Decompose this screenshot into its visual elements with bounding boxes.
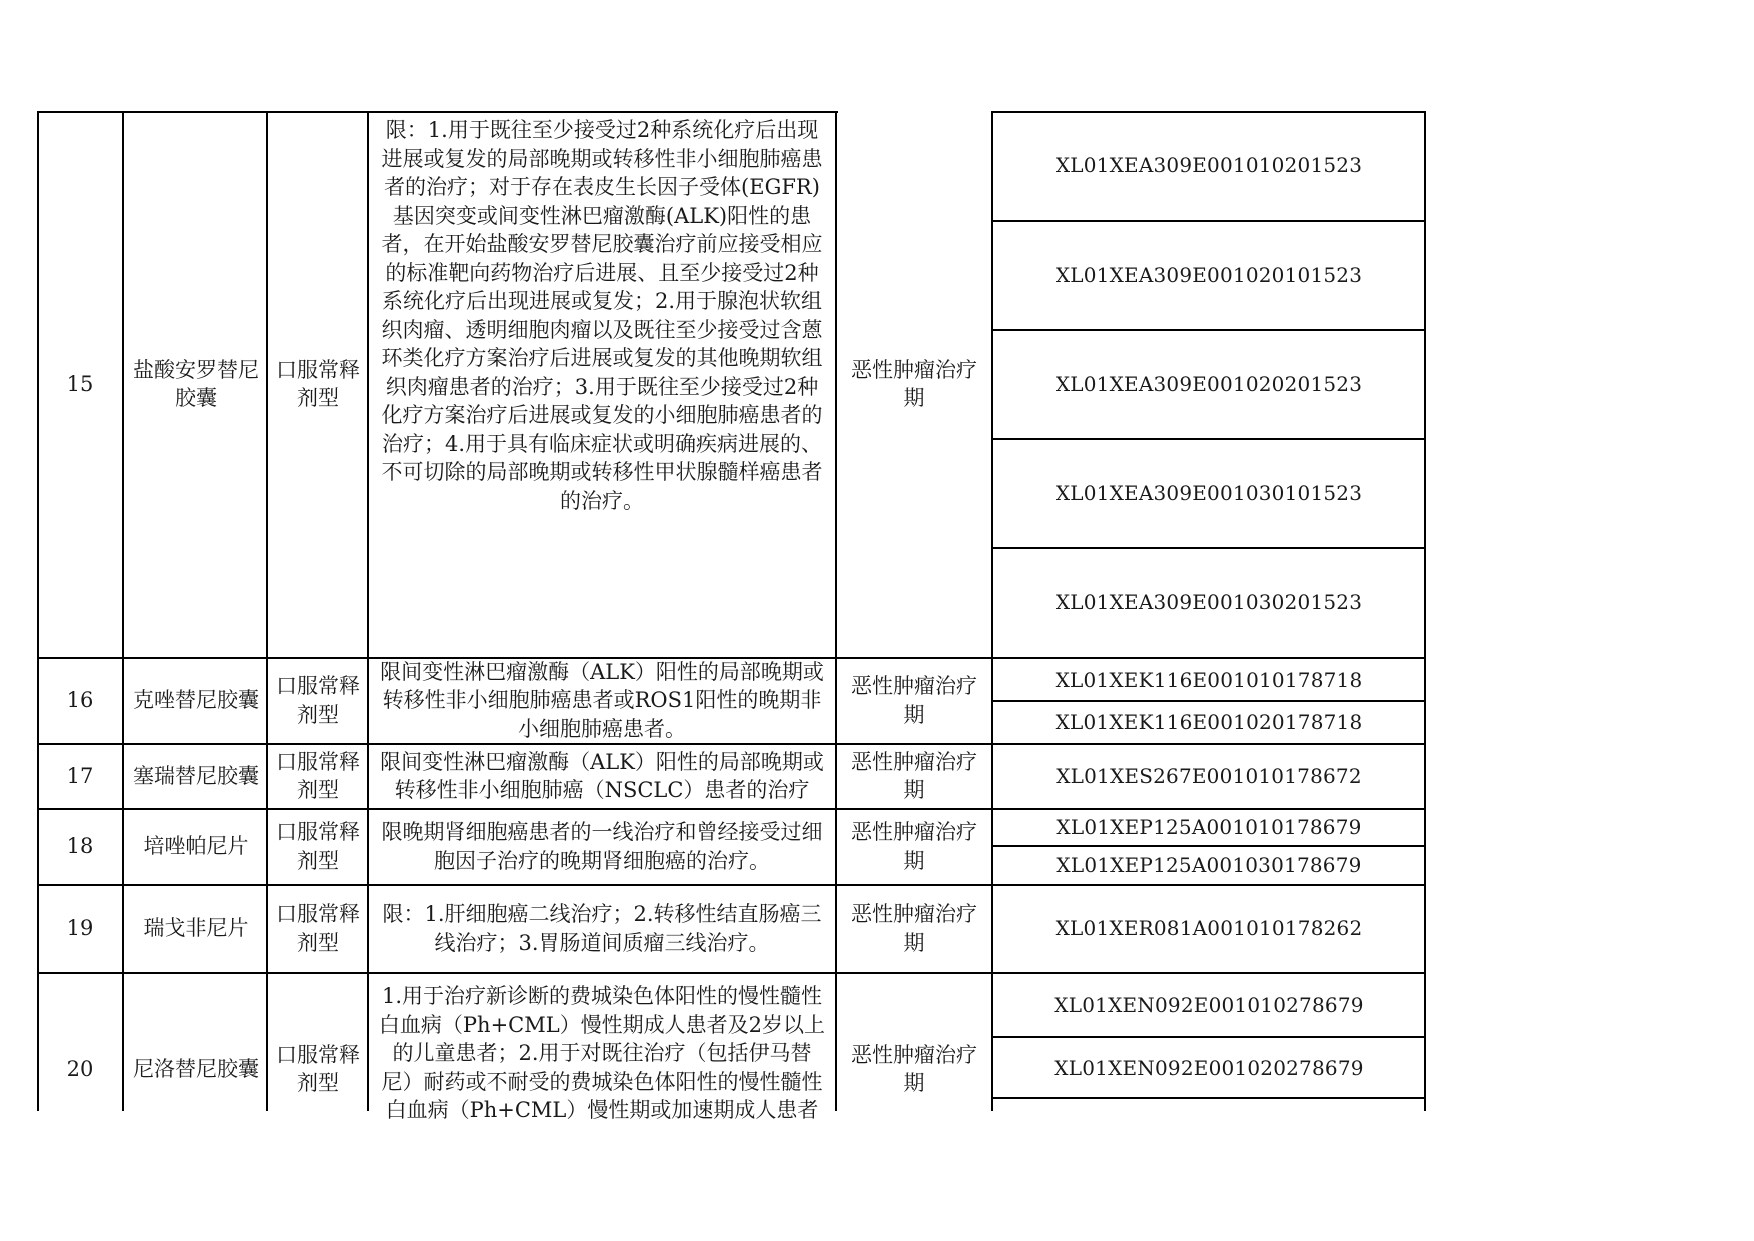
row-number: 19	[66, 916, 94, 941]
restriction-text: 限：1.用于既往至少接受过2种系统化疗后出现进展或复发的局部晚期或转移性非小细胞肺癌患者的治疗；对于存在表皮生长因子受体(EGFR)基因突变或间变性淋巴瘤激酶(ALK)阳性的患者，在开始盐酸安罗替尼胶囊治疗前应接受相应的标准靶向药物治疗后进展、且至少接受过2种系统化疗后出现进展或复发；2.用于腺泡状软组织肉瘤、透明细胞肉瘤以及既往至少接受过含蒽环类化疗方案治疗后进展或复发的其他晚期软组织肉瘤患者的治疗；3.用于既往至少接受过2种化疗方案治疗后进展或复发的小细胞肺癌患者的治疗；4.用于具有临床症状或明确疾病进展的、不可切除的局部晚期或转移性甲状腺髓样癌患者的治疗。	[381, 118, 823, 513]
grid-line	[38, 657, 1426, 659]
grid-line	[266, 111, 268, 1111]
drug-code: XL01XEA309E001020101523	[1055, 263, 1363, 288]
grid-line	[38, 743, 1426, 745]
grid-line	[37, 111, 39, 1111]
row-number: 16	[66, 688, 94, 713]
drug-name: 克唑替尼胶囊	[133, 688, 259, 713]
grid-line	[38, 111, 838, 113]
treatment-period: 恶性肿瘤治疗期	[851, 820, 977, 873]
grid-line	[38, 808, 1426, 810]
treatment-period: 恶性肿瘤治疗期	[851, 902, 977, 955]
grid-line	[1424, 111, 1426, 1111]
drug-code: XL01XER081A001010178262	[1055, 916, 1363, 941]
restriction-text: 限间变性淋巴瘤激酶（ALK）阳性的局部晚期或转移性非小细胞肺癌患者或ROS1阳性的晚期非小细胞肺癌患者。	[380, 659, 824, 741]
drug-code: XL01XEN092E001020278679	[1054, 1056, 1364, 1081]
treatment-period: 恶性肿瘤治疗期	[851, 749, 977, 802]
restriction-text: 1.用于治疗新诊断的费城染色体阳性的慢性髓性白血病（Ph+CML）慢性期成人患者及2岁以上的儿童患者；2.用于对既往治疗（包括伊马替尼）耐药或不耐受的费城染色体阳性的慢性髓性白血病（Ph+CML）慢性期或加速期成人患者	[378, 984, 826, 1122]
drug-name: 塞瑞替尼胶囊	[133, 763, 259, 788]
grid-line	[993, 700, 1426, 702]
drug-name: 尼洛替尼胶囊	[133, 1056, 259, 1081]
dosage-form: 口服常释剂型	[276, 820, 360, 873]
drug-code: XL01XES267E001010178672	[1056, 763, 1362, 788]
grid-line	[993, 1036, 1426, 1038]
dosage-form: 口服常释剂型	[276, 357, 360, 410]
grid-line	[993, 220, 1426, 222]
row-number: 17	[66, 763, 94, 788]
drug-code: XL01XEK116E001020178718	[1055, 709, 1363, 734]
dosage-form: 口服常释剂型	[276, 749, 360, 802]
grid-line	[38, 972, 1426, 974]
drug-code: XL01XEN092E001010278679	[1054, 992, 1364, 1017]
restriction-text: 限：1.肝细胞癌二线治疗；2.转移性结直肠癌三线治疗；3.胃肠道间质瘤三线治疗。	[382, 902, 822, 955]
drug-code: XL01XEP125A001030178679	[1056, 852, 1362, 877]
treatment-period: 恶性肿瘤治疗期	[851, 674, 977, 727]
grid-line	[993, 1097, 1426, 1099]
grid-line	[993, 845, 1426, 847]
drug-code: XL01XEA309E001030101523	[1055, 481, 1363, 506]
drug-code: XL01XEA309E001030201523	[1055, 590, 1363, 615]
grid-line	[993, 329, 1426, 331]
drug-code: XL01XEA309E001020201523	[1055, 372, 1363, 397]
drug-name: 盐酸安罗替尼胶囊	[133, 357, 259, 410]
drug-code: XL01XEP125A001010178679	[1056, 815, 1362, 840]
grid-line	[993, 547, 1426, 549]
grid-line	[991, 111, 993, 1111]
drug-name: 培唑帕尼片	[143, 834, 249, 859]
treatment-period: 恶性肿瘤治疗期	[851, 357, 977, 410]
dosage-form: 口服常释剂型	[276, 1042, 360, 1095]
row-number: 18	[66, 834, 94, 859]
grid-line	[38, 884, 1426, 886]
dosage-form: 口服常释剂型	[276, 674, 360, 727]
drug-code: XL01XEA309E001010201523	[1055, 153, 1363, 178]
restriction-text: 限间变性淋巴瘤激酶（ALK）阳性的局部晚期或转移性非小细胞肺癌（NSCLC）患者的治疗	[380, 749, 824, 802]
drug-code: XL01XEK116E001010178718	[1055, 667, 1363, 692]
restriction-text: 限晚期肾细胞癌患者的一线治疗和曾经接受过细胞因子治疗的晚期肾细胞癌的治疗。	[381, 820, 823, 873]
dosage-form: 口服常释剂型	[276, 902, 360, 955]
row-number: 20	[66, 1056, 94, 1081]
grid-line	[993, 111, 1426, 113]
grid-line	[835, 111, 837, 1111]
drug-name: 瑞戈非尼片	[143, 916, 249, 941]
row-number: 15	[66, 371, 94, 396]
grid-line	[993, 438, 1426, 440]
grid-line	[367, 111, 369, 1111]
treatment-period: 恶性肿瘤治疗期	[851, 1042, 977, 1095]
grid-line	[122, 111, 124, 1111]
